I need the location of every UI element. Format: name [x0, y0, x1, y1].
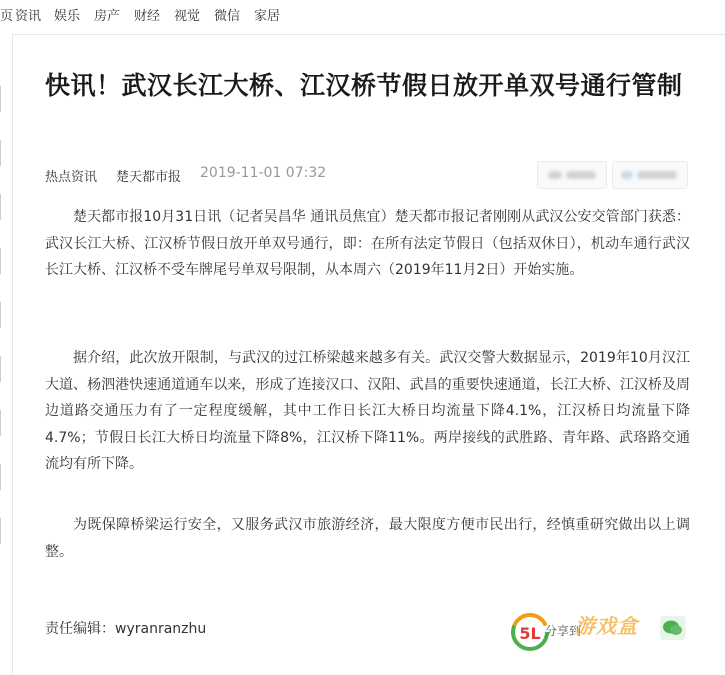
share-label: 分享到: [545, 624, 582, 638]
article-source[interactable]: 楚天都市报: [116, 170, 182, 185]
nav-item-home-furnishing[interactable]: 家居: [254, 9, 281, 24]
article-channel[interactable]: 热点资讯: [45, 170, 98, 185]
article-editor: 责任编辑：wyranranzhu: [45, 621, 207, 637]
nav-item-finance[interactable]: 财经: [134, 9, 161, 24]
svg-text:5L: 5L: [519, 624, 541, 643]
nav-item-realestate[interactable]: 房产: [94, 9, 121, 24]
nav-item-home[interactable]: 页: [0, 9, 14, 24]
article-paragraph-3: 为既保障桥梁运行安全，又服务武汉市旅游经济，最大限度方便市民出行，经慎重研究做出以上调整。: [45, 517, 690, 560]
nav-item-visual[interactable]: 视觉: [174, 9, 201, 24]
watermark-text: 游戏盒: [575, 614, 638, 638]
article-datetime: 2019-11-01 07:32: [200, 165, 327, 181]
top-nav: [0, 0, 725, 28]
article-paragraph-1: 楚天都市报10月31日讯（记者吴昌华 通讯员焦宜）楚天都市报记者刚刚从武汉公安交管部门获悉：武汉长江大桥、江汉桥节假日放开单双号通行，即：在所有法定节假日（包括双休日），机动车通行武汉长江大桥、江汉桥不受车牌尾号单双号限制，从本周六（2019年11月2日）开始实施。: [45, 209, 690, 278]
nav-item-news[interactable]: 资讯: [15, 9, 42, 24]
blurred-share-button[interactable]: [537, 161, 607, 189]
blurred-share-button-2[interactable]: [612, 161, 688, 189]
nav-item-wechat[interactable]: 微信: [214, 9, 241, 24]
wechat-share-icon[interactable]: [660, 616, 686, 640]
site-logo-icon: [510, 612, 550, 652]
nav-item-entertainment[interactable]: 娱乐: [54, 9, 81, 24]
article-paragraph-2: 据介绍，此次放开限制，与武汉的过江桥梁越来越多有关。武汉交警大数据显示，2019年10月汉江大道、杨泗港快速通道通车以来，形成了连接汉口、汉阳、武昌的重要快速通道，长江大桥、江汉桥及周边道路交通压力有了一定程度缓解，其中工作日长江大桥日均流量下降4.1%，江汉桥日均流量下降4.7%；节假日长江大桥日均流量下降8%，江汉桥下降11%。两岸接线的武胜路、青年路、武珞路交通流均有所下降。: [45, 350, 690, 472]
article-title: 快讯！武汉长江大桥、江汉桥节假日放开单双号通行管制: [45, 71, 683, 100]
